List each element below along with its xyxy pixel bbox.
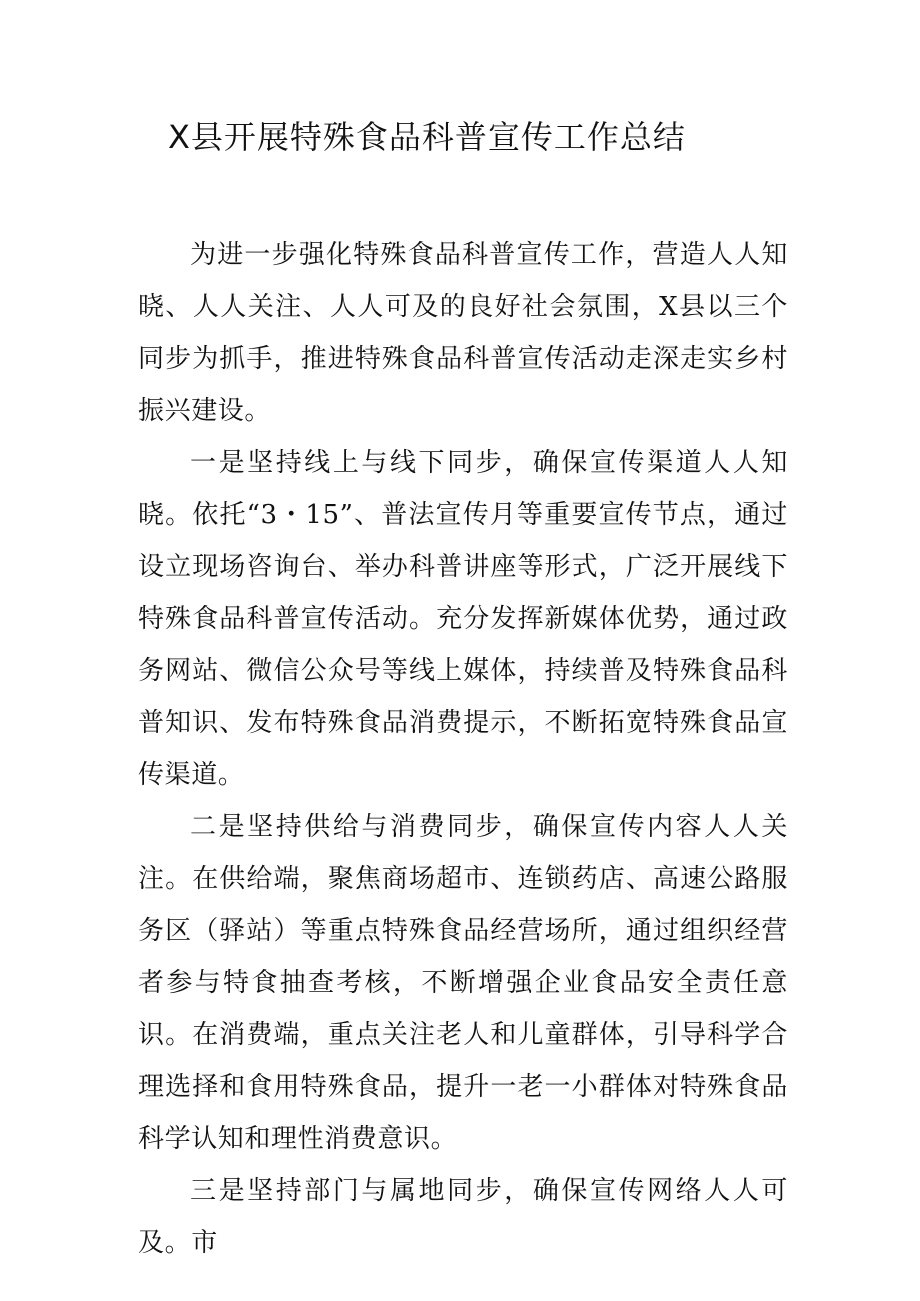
paragraph-supply-consumption: 二是坚持供给与消费同步，确保宣传内容人人关注。在供给端，聚焦商场超市、连锁药店、高速公路服务区（驿站）等重点特殊食品经营场所，通过组织经营者参与特食抽查考核，不断增强企业食品安全责任意识。在消费端，重点关注老人和儿童群体，引导科学合理选择和食用特殊食品，提升一老一小群体对特殊食品科学认知和理性消费意识。 <box>138 812 788 1154</box>
paragraph-department-locality: 三是坚持部门与属地同步，确保宣传网络人人可及。市 <box>138 1176 788 1258</box>
document-title: X县开展特殊食品科普宣传工作总结 <box>168 118 686 156</box>
document-body <box>138 229 788 1269</box>
paragraph-intro: 为进一步强化特殊食品科普宣传工作，营造人人知晓、人人关注、人人可及的良好社会氛围，X县以三个同步为抓手，推进特殊食品科普宣传活动走深走实乡村振兴建设。 <box>138 240 788 426</box>
paragraph-online-offline: 一是坚持线上与线下同步，确保宣传渠道人人知晓。依托“3・15”、普法宣传月等重要宣传节点，通过设立现场咨询台、举办科普讲座等形式，广泛开展线下特殊食品科普宣传活动。充分发挥新媒体优势，通过政务网站、微信公众号等线上媒体，持续普及特殊食品科普知识、发布特殊食品消费提示，不断拓宽特殊食品宣传渠道。 <box>138 448 788 790</box>
